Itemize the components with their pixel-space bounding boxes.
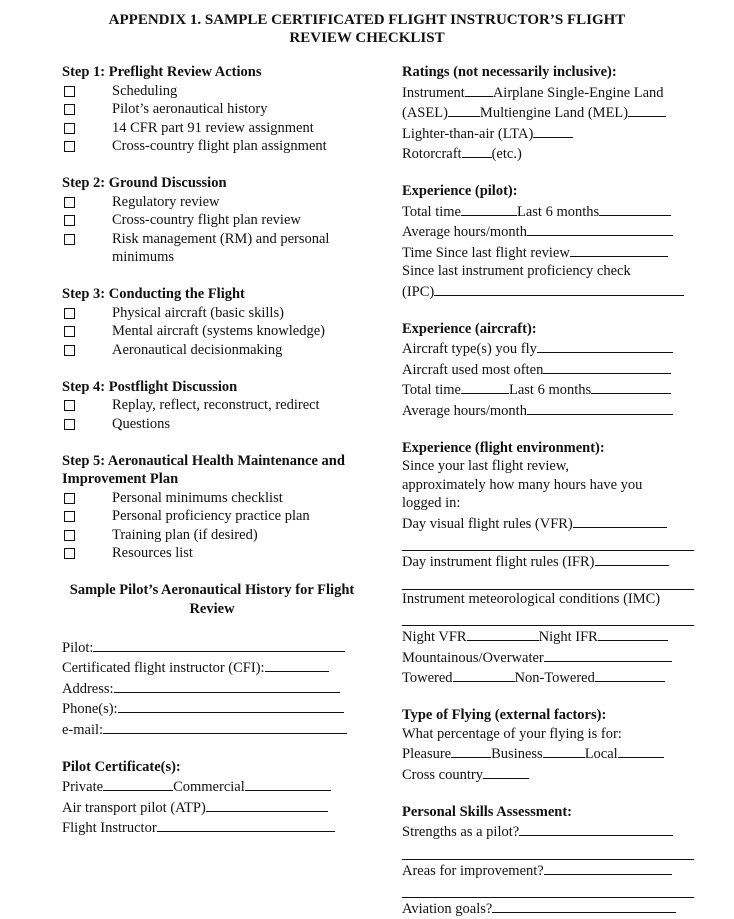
aircraft-average-hours-field[interactable]: Average hours/month [402, 400, 694, 421]
checklist-item[interactable]: Aeronautical decisionmaking [62, 341, 362, 360]
private-commercial-field[interactable]: Private Commercial [62, 776, 362, 797]
cfi-field[interactable]: Certificated flight instructor (CFI): [62, 657, 362, 678]
aircraft-most-used-field[interactable]: Aircraft used most often [402, 359, 694, 380]
imc-extra-line[interactable] [402, 608, 694, 626]
checkbox-icon[interactable] [64, 104, 75, 115]
checkbox-icon[interactable] [64, 308, 75, 319]
checkbox-icon[interactable] [64, 511, 75, 522]
checklist-item[interactable]: Regulatory review [62, 193, 362, 212]
instrument-field[interactable]: Instrument Airplane Single-Engine Land [402, 82, 694, 103]
strengths-field[interactable]: Strengths as a pilot? [402, 821, 694, 842]
areas-extra-line[interactable] [402, 880, 694, 898]
phone-field[interactable]: Phone(s): [62, 698, 362, 719]
checkbox-icon[interactable] [64, 141, 75, 152]
environment-question-line-1: Since your last flight review, [402, 458, 569, 474]
checklist-item[interactable]: Personal proficiency practice plan [62, 507, 362, 526]
email-field[interactable]: e-mail: [62, 719, 362, 740]
aircraft-types-field[interactable]: Aircraft type(s) you fly [402, 338, 694, 359]
skills-heading: Personal Skills Assessment: [402, 803, 572, 820]
environment-question-line-3: logged in: [402, 495, 461, 511]
night-vfr-ifr-field[interactable]: Night VFR Night IFR [402, 626, 694, 647]
checklist-item[interactable]: Physical aircraft (basic skills) [62, 304, 362, 323]
checklist-item[interactable]: Pilot’s aeronautical history [62, 100, 362, 119]
checklist-item[interactable]: Cross-country flight plan assignment [62, 137, 362, 156]
checkbox-icon[interactable] [64, 123, 75, 134]
time-since-review-field[interactable]: Time Since last flight review [402, 242, 694, 263]
step2-heading: Step 2: Ground Discussion [62, 175, 227, 191]
checkbox-icon[interactable] [64, 493, 75, 504]
checklist-item[interactable]: Questions [62, 415, 362, 434]
day-ifr-field[interactable]: Day instrument flight rules (IFR) [402, 551, 694, 572]
address-field[interactable]: Address: [62, 678, 362, 699]
lta-field[interactable]: Lighter-than-air (LTA) [402, 123, 694, 144]
day-vfr-extra-line[interactable] [402, 533, 694, 551]
checkbox-icon[interactable] [64, 400, 75, 411]
asel-mel-field[interactable]: (ASEL) Multiengine Land (MEL) [402, 102, 694, 123]
checklist-item[interactable]: Replay, reflect, reconstruct, redirect [62, 396, 362, 415]
imc-label: Instrument meteorological conditions (IMC) [402, 590, 661, 607]
rotorcraft-field[interactable]: Rotorcraft (etc.) [402, 143, 694, 164]
step3-heading: Step 3: Conducting the Flight [62, 286, 245, 302]
checkbox-icon[interactable] [64, 530, 75, 541]
flight-instructor-field[interactable]: Flight Instructor [62, 817, 362, 838]
checklist-item[interactable]: Risk management (RM) and personal minimums [62, 230, 362, 267]
mountainous-field[interactable]: Mountainous/Overwater [402, 647, 694, 668]
checkbox-icon[interactable] [64, 86, 75, 97]
checkbox-icon[interactable] [64, 345, 75, 356]
checklist-item[interactable]: Mental aircraft (systems knowledge) [62, 322, 362, 341]
history-title: Sample Pilot’s Aeronautical History for Flight Review [69, 582, 355, 617]
day-ifr-extra-line[interactable] [402, 572, 694, 590]
ipc-label: Since last instrument proficiency check [402, 263, 631, 279]
checklist-item[interactable]: Training plan (if desired) [62, 526, 362, 545]
experience-aircraft-heading: Experience (aircraft): [402, 320, 537, 337]
checkbox-icon[interactable] [64, 419, 75, 430]
environment-question-line-2: approximately how many hours have you [402, 476, 643, 493]
checklist-item[interactable]: Resources list [62, 544, 362, 563]
ratings-heading: Ratings (not necessarily inclusive): [402, 64, 617, 80]
experience-environment-heading: Experience (flight environment): [402, 439, 605, 456]
type-of-flying-heading: Type of Flying (external factors): [402, 707, 607, 723]
pilot-total-time-field[interactable]: Total time Last 6 months [402, 201, 694, 222]
title-line-1: APPENDIX 1. SAMPLE CERTIFICATED FLIGHT INSTRUCTOR’S FLIGHT [108, 12, 626, 28]
checklist-item[interactable]: Personal minimums checklist [62, 489, 362, 508]
pilot-average-hours-field[interactable]: Average hours/month [402, 221, 694, 242]
ipc-field[interactable]: (IPC) [402, 281, 694, 302]
left-column [62, 63, 362, 838]
aircraft-total-time-field[interactable]: Total time Last 6 months [402, 379, 694, 400]
atp-field[interactable]: Air transport pilot (ATP) [62, 797, 362, 818]
towered-field[interactable]: Towered Non-Towered [402, 667, 694, 688]
checkbox-icon[interactable] [64, 215, 75, 226]
checkbox-icon[interactable] [64, 548, 75, 559]
checklist-item[interactable]: 14 CFR part 91 review assignment [62, 119, 362, 138]
step4-heading: Step 4: Postflight Discussion [62, 378, 238, 395]
certificates-heading: Pilot Certificate(s): [62, 758, 181, 775]
goals-field[interactable]: Aviation goals? [402, 898, 694, 919]
page-title [0, 11, 734, 47]
checkbox-icon[interactable] [64, 197, 75, 208]
step5-heading: Step 5: Aeronautical Health Maintenance and Improvement Plan [62, 452, 345, 487]
flying-question: What percentage of your flying is for: [402, 725, 622, 742]
checklist-item[interactable]: Scheduling [62, 82, 362, 101]
pleasure-business-local-field[interactable]: Pleasure Business Local [402, 743, 694, 764]
cross-country-field[interactable]: Cross country [402, 764, 694, 785]
experience-pilot-heading: Experience (pilot): [402, 183, 518, 199]
strengths-extra-line[interactable] [402, 842, 694, 860]
checklist-item[interactable]: Cross-country flight plan review [62, 211, 362, 230]
pilot-field[interactable]: Pilot: [62, 637, 362, 658]
day-vfr-field[interactable]: Day visual flight rules (VFR) [402, 513, 694, 534]
step1-heading: Step 1: Preflight Review Actions [62, 64, 262, 80]
checkbox-icon[interactable] [64, 234, 75, 245]
checkbox-icon[interactable] [64, 326, 75, 337]
areas-field[interactable]: Areas for improvement? [402, 860, 694, 881]
title-line-2: REVIEW CHECKLIST [289, 30, 445, 46]
right-column [402, 63, 694, 919]
